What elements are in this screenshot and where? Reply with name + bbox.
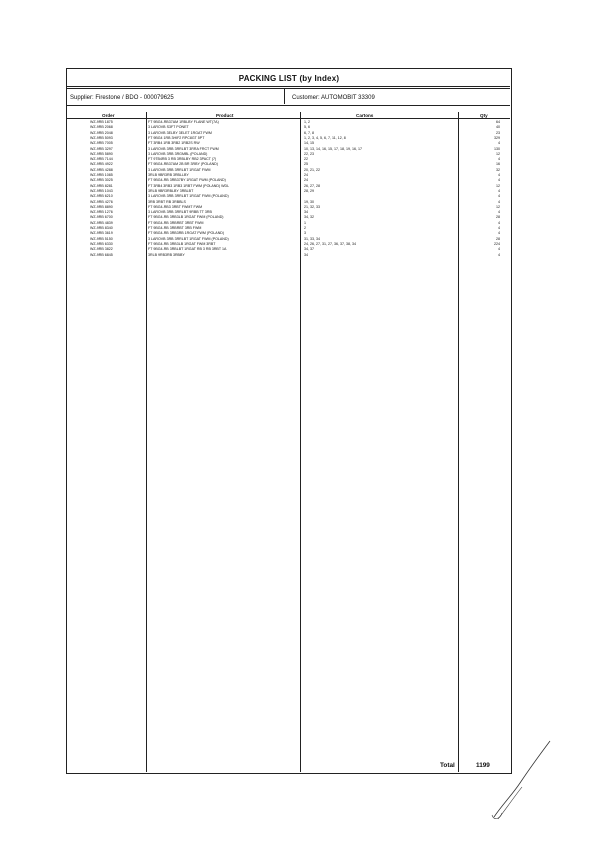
- row-product-cell: FT 9BG4-RB3 3RBT FWMT FWM: [148, 204, 203, 209]
- row-qty-cell: 32: [496, 167, 500, 172]
- row-cartons-cell: 24: [304, 173, 308, 177]
- row-product-cell: 3 LAROVB 3RB 3RRLBT 1RGAT FWM (POLAND): [148, 194, 229, 199]
- row-order-cell: WZ-9RB 3619: [90, 231, 113, 236]
- row-product-cell: 3 LAROVB 3RB 3RGMBL (POLAND): [148, 151, 208, 156]
- row-qty-cell: 4: [498, 231, 500, 236]
- row-order-cell: WZ-9RB 5150: [90, 236, 113, 241]
- row-qty-cell: 40: [496, 125, 500, 130]
- row-order-cell: WZ-9RB 1276: [90, 210, 113, 215]
- row-cartons-cell: 24, 26, 27, 31, 27, 36, 37, 38, 34: [304, 241, 356, 246]
- row-product-cell: 3 LAROVB 3RB 3RRLBT 1RGAT FWM: [148, 167, 211, 172]
- col-header-order: Order: [102, 113, 115, 118]
- info-divider: [284, 88, 285, 104]
- row-cartons-cell: 20, 21, 22: [304, 167, 320, 172]
- row-cartons-cell: 34: [304, 252, 308, 257]
- row-order-cell: WZ-9RB 7005: [90, 141, 113, 146]
- row-order-cell: WZ-9RB 1043: [90, 188, 113, 193]
- supplier-label: Supplier: Firestone / BDO - 000079625: [70, 95, 174, 101]
- row-cartons-cell: 10, 13, 14, 16, 15, 17, 18, 19, 16, 17: [304, 146, 362, 151]
- row-qty-cell: 329: [494, 135, 500, 140]
- row-cartons-cell: 22, 23: [304, 151, 314, 156]
- row-product-cell: 3 LAROVB 3RB 3RRLBT 1RGAT FWM (POLAND): [148, 236, 229, 241]
- row-cartons-cell: 34, 32: [304, 215, 314, 220]
- row-qty-cell: 4: [498, 188, 500, 193]
- row-qty-cell: 64: [496, 120, 500, 124]
- col-header-cartons: Cartons: [356, 113, 374, 118]
- packing-list-sheet: [66, 68, 512, 774]
- row-qty-cell: 4: [498, 173, 500, 177]
- row-product-cell: FT 3RB4 3RB3 1RB3 1RBT FWM (POLAND) WDL: [148, 183, 230, 188]
- row-cartons-cell: 3: [304, 231, 306, 236]
- row-cartons-cell: 1, 2, 3, 4, 5, 6, 7, 11, 12, 8: [304, 135, 346, 140]
- row-order-cell: WZ-9RB 8890: [90, 204, 113, 209]
- row-order-cell: WZ-9RB 5890: [90, 151, 113, 156]
- row-product-cell: FT 9BG4-RB 3RBLBT 1RGAT RB 3 RB 3RBT 1A: [148, 247, 227, 252]
- row-qty-cell: 4: [498, 194, 500, 199]
- row-order-cell: WZ-9RB 7144: [90, 157, 113, 162]
- row-qty-cell: 4: [498, 252, 500, 257]
- row-cartons-cell: 25: [304, 162, 308, 167]
- row-order-cell: WZ-9RB 3297: [90, 146, 113, 151]
- row-qty-cell: 224: [494, 241, 500, 246]
- row-order-cell: WZ-9RB 4288: [90, 167, 113, 172]
- row-cartons-cell: 1, 2: [304, 120, 310, 124]
- row-qty-cell: 4: [498, 199, 500, 204]
- row-product-cell: FT 9BG4-RB37AM 2B BR 3RBY (POLAND): [148, 162, 218, 167]
- row-order-cell: WZ-9RB 6845: [90, 252, 113, 257]
- row-order-cell: WZ-9RB 6700: [90, 215, 113, 220]
- row-cartons-cell: 34, 37: [304, 247, 314, 252]
- row-product-cell: FT 9BG4-RB 3RB37BY 1RGAT FWM (POLAND): [148, 178, 226, 183]
- row-product-cell: FT 9BG4-RB 3RB3RB 1RGAT FWM (POLAND): [148, 231, 225, 236]
- row-cartons-cell: 19, 30: [304, 199, 314, 204]
- row-product-cell: FT 9BG4-RB37AM 1RBLBY FLANE WT(7A): [148, 120, 219, 124]
- row-qty-cell: 130: [494, 146, 500, 151]
- row-cartons-cell: 24: [304, 178, 308, 183]
- signature-mark: [488, 735, 558, 825]
- row-qty-cell: 4: [498, 247, 500, 252]
- col-header-qty: Qty: [480, 113, 488, 118]
- row-product-cell: 3 LAROVB 3ELBY 3ELET 1RGAT FWM: [148, 130, 212, 135]
- row-cartons-cell: 34: [304, 210, 308, 215]
- row-order-cell: WZ-9RB 3822: [90, 247, 113, 252]
- row-order-cell: WZ-9RB 4839: [90, 220, 113, 225]
- customer-label: Customer: AUTOMOBIT 33309: [292, 95, 375, 101]
- row-product-cell: 3 LAROVB 3RB 3RRLBT 9RBB TT 3RB: [148, 210, 212, 215]
- row-product-cell: FT 9BG4-RB 3RB3LB 1RGAT FWM 3RBT: [148, 241, 216, 246]
- row-product-cell: 3 LAROVB 3RB 3RRLBT 3RRA FRCT FWM: [148, 146, 219, 151]
- row-qty-cell: 28: [496, 215, 500, 220]
- row-product-cell: FT 9TB4RB 3 RB 3RBLBY RB2 3PACT (7): [148, 157, 217, 162]
- row-cartons-cell: 26, 27, 28: [304, 183, 320, 188]
- row-order-cell: WZ-9RB 5093: [90, 135, 113, 140]
- row-qty-cell: 4: [498, 210, 500, 215]
- row-order-cell: WZ-9RB 6330: [90, 241, 113, 246]
- row-qty-cell: 4: [498, 220, 500, 225]
- row-product-cell: 3RLB 9RB3RB 3RBBY: [148, 252, 185, 257]
- row-product-cell: 3 LAROVB S3FT PONET: [148, 125, 189, 130]
- total-value: 1199: [476, 762, 490, 769]
- row-product-cell: 3RLB 9BR3RBLBY 3RBLBT: [148, 188, 194, 193]
- row-product-cell: FT 9BG4-RB 3RBRBT 3RB FWM: [148, 226, 202, 230]
- row-qty-cell: 12: [496, 183, 500, 188]
- header-underline: [66, 118, 510, 119]
- row-product-cell: FT 9BG4 1RB 3HIF2 RPC8GT 5PT: [148, 135, 205, 140]
- row-qty-cell: 4: [498, 141, 500, 146]
- total-label: Total: [440, 762, 455, 769]
- row-product-cell: 3RLB 9BR3RB 3RBLLBY: [148, 173, 189, 177]
- row-product-cell: FT 3RB4 1RB 3RB2 1RB2S RW: [148, 141, 200, 146]
- row-order-cell: WZ-9RB 2068: [90, 125, 113, 130]
- row-order-cell: WZ-9RB 8281: [90, 183, 113, 188]
- row-order-cell: WZ-9RB 4922: [90, 162, 113, 167]
- col-header-product: Product: [216, 113, 234, 118]
- row-product-cell: 3RB 3RBT RB 3RBBLS: [148, 199, 186, 204]
- row-order-cell: WZ-9RB 6210: [90, 194, 113, 199]
- row-cartons-cell: 1: [304, 220, 306, 225]
- row-product-cell: FT 9BG4-RB 3RBRBT 3RBT FWM: [148, 220, 204, 225]
- row-product-cell: FT 9BG4-RB 3RB3LB 1RGAT FWM (POLAND): [148, 215, 224, 220]
- document-title: PACKING LIST (by Index): [238, 74, 340, 83]
- row-cartons-cell: 2: [304, 226, 306, 230]
- row-order-cell: WZ-9RB 1875: [90, 120, 113, 124]
- row-order-cell: WZ-9RB 2048: [90, 130, 113, 135]
- row-cartons-cell: 6, 7, 8: [304, 130, 314, 135]
- row-qty-cell: 4: [498, 178, 500, 183]
- row-cartons-cell: 14, 15: [304, 141, 314, 146]
- row-qty-cell: 4: [498, 226, 500, 230]
- row-qty-cell: 4: [498, 157, 500, 162]
- row-cartons-cell: 31, 33, 34: [304, 236, 320, 241]
- row-cartons-cell: 28, 29: [304, 188, 314, 193]
- row-order-cell: WZ-9RB 1085: [90, 173, 113, 177]
- row-qty-cell: 16: [496, 162, 500, 167]
- row-qty-cell: 28: [496, 236, 500, 241]
- row-order-cell: WZ-9RB 4276: [90, 199, 113, 204]
- row-cartons-cell: 22: [304, 157, 308, 162]
- row-qty-cell: 12: [496, 151, 500, 156]
- row-order-cell: WZ-9RB 8340: [90, 226, 113, 230]
- row-qty-cell: 23: [496, 130, 500, 135]
- row-order-cell: WZ-9RB 3025: [90, 178, 113, 183]
- row-cartons-cell: 5, 6: [304, 125, 310, 130]
- table-row: [66, 253, 512, 258]
- row-qty-cell: 12: [496, 204, 500, 209]
- row-cartons-cell: 21, 32, 33: [304, 204, 320, 209]
